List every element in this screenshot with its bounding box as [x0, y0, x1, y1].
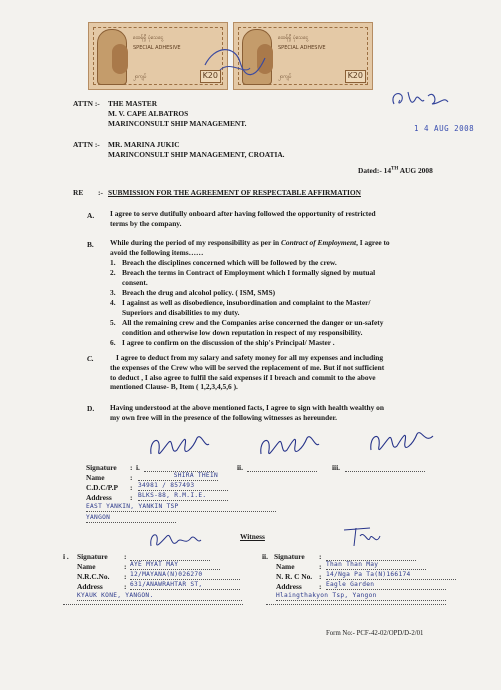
- witness-2-nrc-value: 14/Nga Pa Ta(N)166174: [326, 571, 456, 580]
- signer-name-sep: :: [130, 473, 133, 482]
- witness-1-address-sep: :: [124, 582, 127, 591]
- clause-b-letter: B.: [87, 240, 94, 249]
- dated-line: Dated:- 14TH AUG 2008: [358, 166, 433, 175]
- signer-signature-2: [255, 428, 325, 468]
- witness-1-name-sep: :: [124, 562, 127, 571]
- signer-address-line-1: BLKS-88, R.M.I.E.: [138, 492, 228, 501]
- stamp-2-label: SPECIAL ADHESIVE: [278, 45, 326, 51]
- attn-2-recipient: MR. MARINA JUKIC: [108, 140, 180, 149]
- signer-signature-sep: :: [130, 463, 133, 472]
- witness-2-address-line-2: Hlaingthakyon Tsp, Yangon: [276, 592, 446, 601]
- witness-2-nrc-sep: :: [319, 572, 322, 581]
- clause-b-item: 6. I agree to confirm on the discussion of the ship's Principal/ Master .: [110, 338, 335, 347]
- attn-2-company: MARINCONSULT SHIP MANAGEMENT, CROATIA.: [108, 150, 285, 159]
- signer-cdc-label: C.D.C/P.P: [86, 483, 118, 492]
- witness-1-address-line-1: 631/ANAWRAHTAR ST,: [130, 581, 240, 590]
- witness-1-address-line-3: [63, 604, 243, 605]
- witness-2-signature-label: Signature: [274, 552, 305, 561]
- signer-signature-1: [145, 428, 215, 468]
- witness-1-signature-label: Signature: [77, 552, 108, 561]
- witness-2-address-line-1: Eagle Garden: [326, 581, 446, 590]
- witness-heading: Witness: [240, 532, 265, 541]
- clause-d-text: Having understood at the above mentioned facts, I agree to sign with health wealthy on my own free will in the presence of the following witnesses as hereunder.: [110, 403, 384, 422]
- attn-1-label: ATTN :-: [73, 99, 100, 108]
- witness-1-nrc-label: N.R.C.No.: [77, 572, 110, 581]
- signer-signature-line-2: [247, 471, 317, 472]
- witness-2-address-line-3: [266, 604, 446, 605]
- signer-name-label: Name: [86, 473, 105, 482]
- signer-roman-iii: iii.: [332, 463, 341, 472]
- witness-2-nrc-label: N. R. C No.: [276, 572, 313, 581]
- stamp-2-small-value: ၂၀ကျပ်: [278, 74, 292, 81]
- initials-scribble: [388, 86, 458, 114]
- clause-b-item: 4. I against as well as disobedience, insubordination and complaint to the Master/ Superiors and disabilities to my duty.: [110, 298, 371, 317]
- witness-2-name-sep: :: [319, 562, 322, 571]
- signer-roman-i: i.: [136, 463, 140, 472]
- clause-b-items: [110, 258, 450, 348]
- signer-signature-3: [365, 424, 440, 464]
- stamp-1-label: SPECIAL ADHESIVE: [133, 45, 181, 51]
- signer-roman-ii: ii.: [237, 463, 243, 472]
- signer-cdc-sep: :: [130, 483, 133, 492]
- stamp-2-value: K20: [345, 70, 366, 83]
- clause-b-item: 5. All the remaining crew and the Companies arise concerned the danger or un-safety condition and otherwise low down reputation in respect of my responsibility.: [110, 318, 384, 337]
- witness-2-num: ii.: [262, 552, 268, 561]
- witness-1-name-label: Name: [77, 562, 96, 571]
- clause-c-letter: C.: [87, 354, 94, 363]
- signer-address-line-3: YANGON: [86, 514, 176, 523]
- attn-1-recipient: THE MASTER: [108, 99, 158, 108]
- attn-1-company: MARINCONSULT SHIP MANAGEMENT.: [108, 119, 247, 128]
- signer-address-sep: :: [130, 493, 133, 502]
- witness-2-address-label: Address: [276, 582, 302, 591]
- stamp-1-value: K20: [200, 70, 221, 83]
- stamp-1-small-value: ၂၀ကျပ်: [133, 74, 147, 81]
- witness-2-signature: [340, 522, 385, 554]
- witness-2-name-value: Than Than May: [326, 561, 426, 570]
- received-date-stamp: 1 4 AUG 2008: [414, 124, 475, 133]
- witness-1-num: i .: [63, 552, 69, 561]
- witness-1-nrc-value: 12/MAYANA(N)026270: [130, 571, 240, 580]
- signer-address-line-2: EAST YANKIN, YANKIN TSP: [86, 503, 276, 512]
- witness-1-signature: [145, 526, 205, 556]
- witness-1-address-line-2: KYAUK KONE, YANGON.: [77, 592, 242, 601]
- re-subject: SUBMISSION FOR THE AGREEMENT OF RESPECTABLE AFFIRMATION: [108, 188, 361, 197]
- clause-b-intro: While during the period of my responsibility as per in Contract of Employment, I agree to avoid the following items……: [110, 238, 390, 257]
- re-label: RE: [73, 188, 84, 197]
- witness-1-name-value: AYE MYAT MAY: [130, 561, 220, 570]
- signer-signature-label: Signature: [86, 463, 117, 472]
- attn-1-vessel: M. V. CAPE ALBATROS: [108, 109, 189, 118]
- re-separator: :-: [98, 188, 103, 197]
- witness-2-name-label: Name: [276, 562, 295, 571]
- stamp-1-script: ထေရ်ရှိ ပုံသေငွေ: [133, 35, 164, 41]
- signer-cdc-value: 34981 / 857493: [138, 482, 228, 491]
- signer-signature-line-3: [345, 471, 425, 472]
- witness-1-address-label: Address: [77, 582, 103, 591]
- attn-2-label: ATTN :-: [73, 140, 100, 149]
- witness-2-signature-sep: :: [319, 552, 322, 561]
- clause-d-letter: D.: [87, 404, 95, 413]
- clause-c-text: I agree to deduct from my salary and safety money for all my expenses and including the expenses of the Crew who will be served the replacement of me. But if not sufficient to deduct , I also agree to fulfil the said expenses if I breach and commit to the above mentioned Clause- B, Item ( 1,2,3,4,5,6 ).: [110, 353, 385, 392]
- signer-address-label: Address: [86, 493, 112, 502]
- witness-2-address-sep: :: [319, 582, 322, 591]
- clause-b-item: 1. Breach the disciplines concerned which will be followed by the crew.: [110, 258, 337, 267]
- form-number: Form No:- PCF-42-02/OPD/D-2/01: [326, 630, 424, 637]
- signer-name-value: SHIRA THEIN: [138, 472, 218, 481]
- clause-a-letter: A.: [87, 211, 95, 220]
- stamp-2-script: ထေရ်ရှိ ပုံသေငွေ: [278, 35, 309, 41]
- witness-1-nrc-sep: :: [124, 572, 127, 581]
- clause-a-text: I agree to serve dutifully onboard after having followed the opportunity of restricted terms by the company.: [110, 209, 376, 228]
- stamp-cancellation-mark: [195, 40, 285, 90]
- clause-b-item: 3. Breach the drug and alcohol policy. ( ISM, SMS): [110, 288, 276, 297]
- clause-b-item: 2. Breach the terms in Contract of Employment which I formally signed by mutual consent.: [110, 268, 376, 287]
- witness-1-signature-sep: :: [124, 552, 127, 561]
